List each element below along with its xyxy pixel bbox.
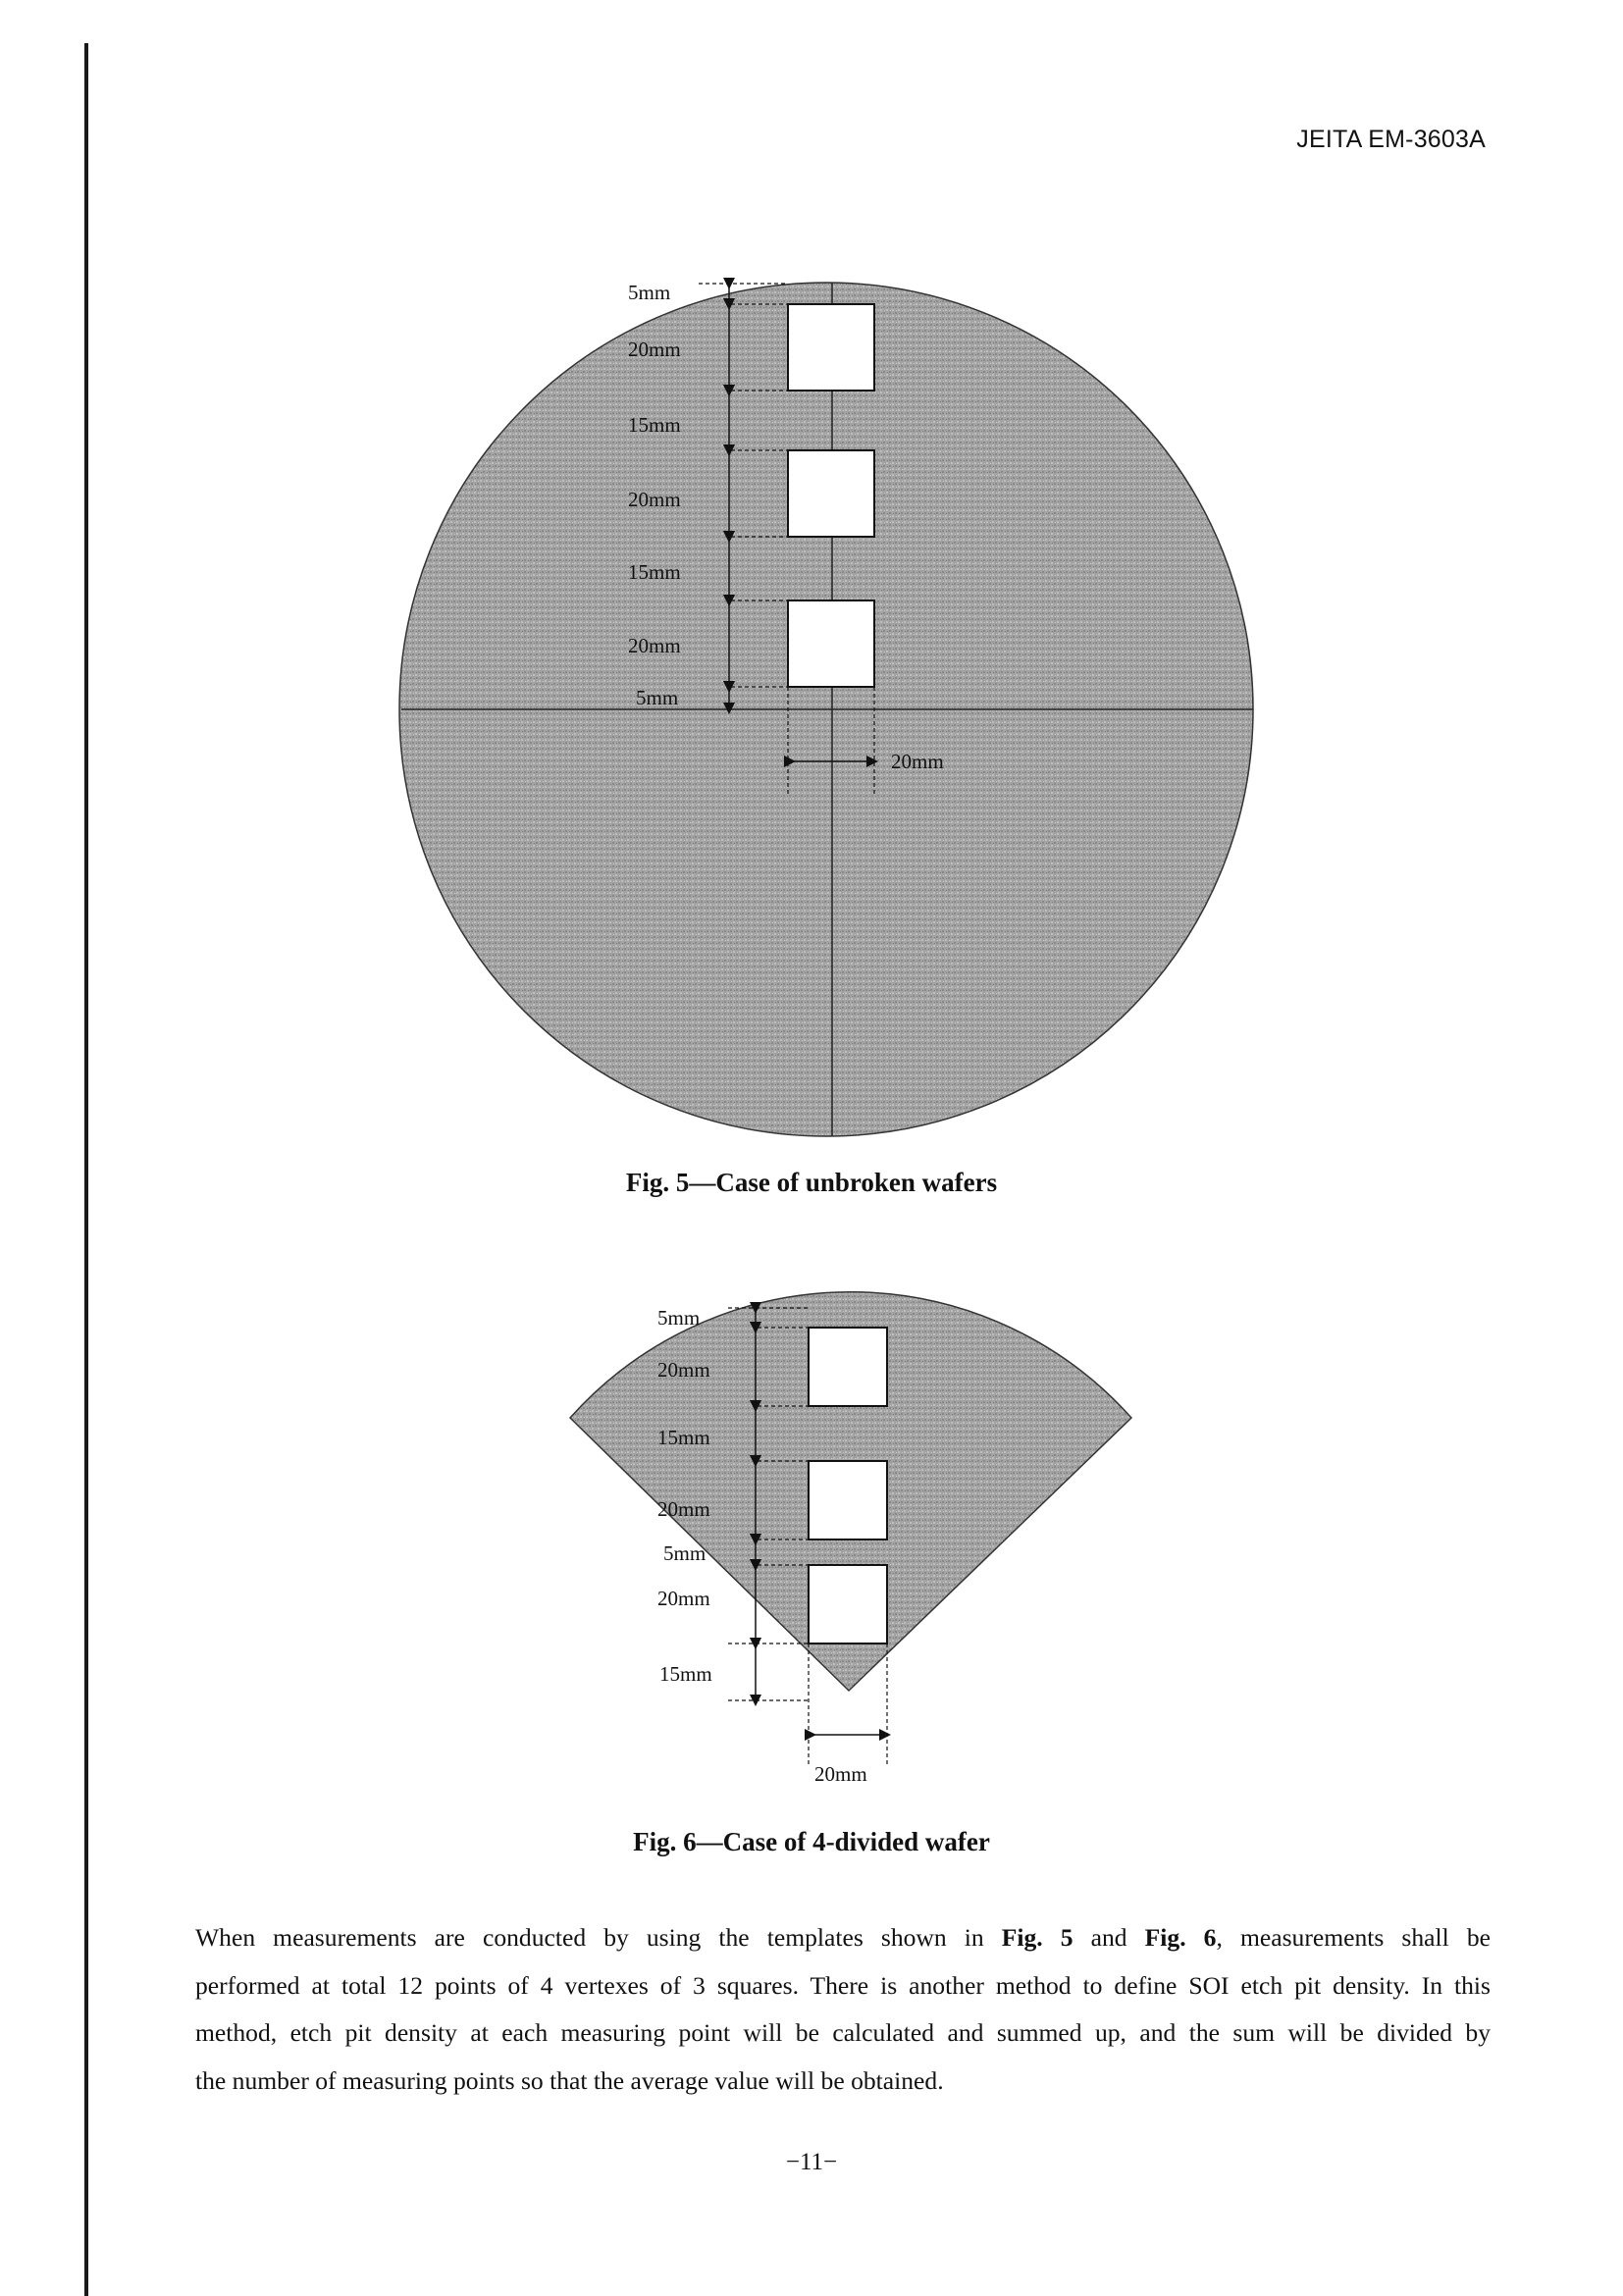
figure-6-caption: Fig. 6—Case of 4-divided wafer [633, 1827, 990, 1856]
body-paragraph [195, 1914, 1491, 2105]
fig5-dim-label: 20mm [628, 338, 681, 361]
fig6-dim-label: 20mm [657, 1587, 710, 1610]
figure-5-wafer [399, 281, 1253, 1136]
paragraph-line: method, etch pit density at each measuring point will be calculated and summed up, and the sum will be divided by [195, 2018, 1491, 2047]
fig5-dim-label: 5mm [636, 686, 679, 709]
page-number: −11− [785, 2149, 838, 2175]
fig5-dim-label: 15mm [628, 560, 681, 584]
fig6-dim-label: 5mm [657, 1306, 701, 1330]
fig6-dim-label: 20mm [657, 1497, 710, 1521]
measure-square-2 [788, 450, 874, 537]
fig6-dim-label: 5mm [663, 1541, 707, 1565]
figure-6-quarter-wafer [570, 1292, 1131, 1786]
fig5-dim-label: 20mm [628, 488, 681, 511]
paragraph-line: performed at total 12 points of 4 vertexes of 3 squares. There is another method to define SOI etch pit density. In this [195, 1970, 1491, 2000]
fig5-dim-label: 15mm [628, 413, 681, 437]
document-id: JEITA EM-3603A [1296, 126, 1486, 153]
paragraph-line: When measurements are conducted by using the templates shown in Fig. 5 and Fig. 6, measurements shall be [195, 1923, 1491, 1952]
measure-square-1 [809, 1328, 887, 1406]
figure-5-caption: Fig. 5—Case of unbroken wafers [625, 1168, 998, 1197]
paragraph-line: the number of measuring points so that the average value will be obtained. [195, 2065, 944, 2095]
fig6-dim-label: 15mm [659, 1662, 712, 1686]
fig6-width-label: 20mm [814, 1762, 867, 1786]
figure-reference: Fig. 6 [1144, 1923, 1217, 1952]
fig6-dim-label: 20mm [657, 1358, 710, 1382]
fig5-dim-label: 5mm [628, 281, 671, 304]
measure-square-3 [788, 600, 874, 687]
measure-square-1 [788, 304, 874, 391]
figure-reference: Fig. 5 [1001, 1923, 1073, 1952]
fig5-width-label: 20mm [891, 750, 944, 773]
measure-square-2 [809, 1461, 887, 1539]
measure-square-3 [809, 1565, 887, 1644]
fig6-dim-label: 15mm [657, 1426, 710, 1449]
fig5-dim-label: 20mm [628, 634, 681, 657]
